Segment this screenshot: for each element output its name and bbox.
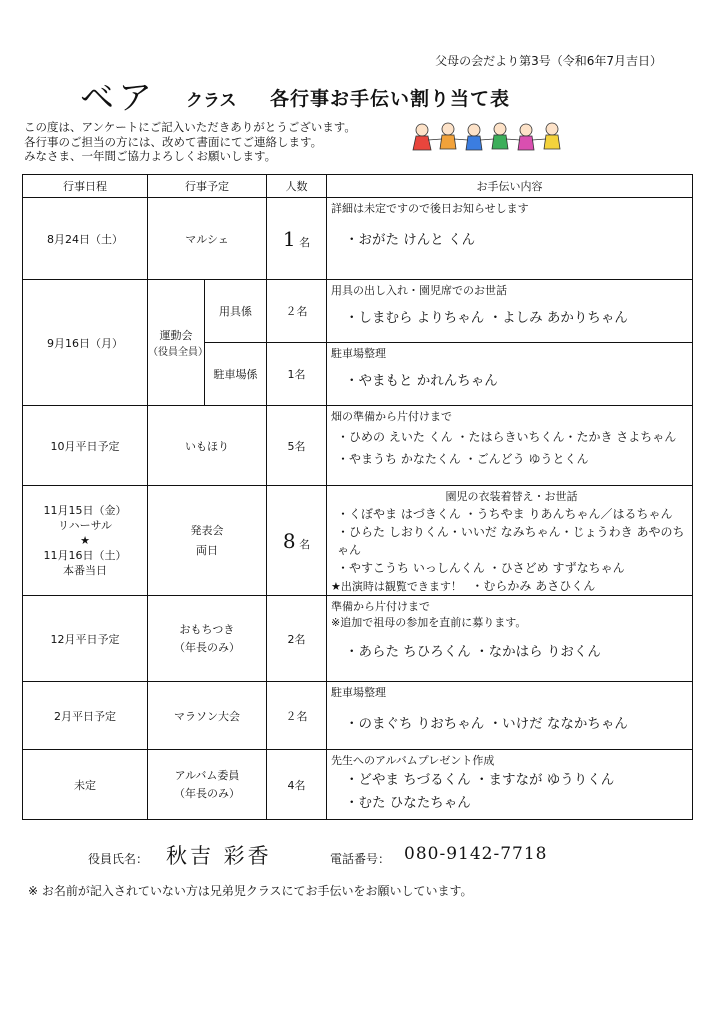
helper-count [267,198,327,280]
assigned-names: ・のまぐち りおちゃん ・いけだ ななかちゃん [345,716,628,732]
assigned-names: ・しまむら よりちゃん ・よしみ あかりちゃん [345,310,628,326]
page-title: 各行事お手伝い割り当て表 [270,88,511,110]
event-name [148,750,267,820]
assigned-names: ・くぼやま はづきくん ・うちやま りあんちゃん／はるちゃん [337,507,673,521]
helper-count: 4名 [267,750,327,820]
event-subtitle: 両日 [196,543,218,557]
helper-count [267,486,327,596]
event-date-line: 11月16日（土） [43,549,127,562]
event-date: 12月平日予定 [23,596,148,682]
role-name: 用具係 [205,280,267,343]
assigned-names: ・どやま ちづるくん ・ますなが ゆうりくん [345,772,615,788]
event-date-line: 本番当日 [63,564,107,577]
assigned-names: ・むた ひなたちゃん [345,795,471,811]
task-description-note: ※追加で祖母の参加を直前に募ります。 [331,616,527,629]
event-date: 未定 [23,750,148,820]
assigned-names: ・あらた ちひろくん ・なかはら りおくん [345,644,601,660]
intro-text [24,120,356,164]
event-date-line: リハーサル [57,519,113,532]
event-date-line: 11月15日（金） [43,504,127,517]
assigned-names: ・やまもと かれんちゃん [345,373,498,389]
role-name: 駐車場係 [205,343,267,406]
task-cell [327,486,693,596]
task-cell [327,406,693,486]
task-cell [327,750,693,820]
event-title: アルバム委員 [174,768,240,782]
task-description: 用具の出し入れ・園児席でのお世話 [331,284,507,297]
newsletter-issue: 父母の会だより第3号（令和6年7月吉日） [435,54,662,68]
helper-count-handwritten: 8 [282,528,296,553]
count-unit: 名 [299,235,311,249]
helper-count: 1名 [267,343,327,406]
task-cell [327,280,693,343]
children-illustration [404,118,584,158]
table-row [23,486,693,596]
assigned-names: ・やまうち かなたくん ・ごんどう ゆうとくん [337,452,589,466]
task-description: 詳細は未定ですので後日お知らせします [331,202,529,215]
event-date: 2月平日予定 [23,682,148,750]
assigned-names: ・ひらた しおりくん・いいだ なみちゃん・じょうわき あやのちゃん [337,525,685,557]
event-name: マラソン大会 [148,682,267,750]
table-row [23,280,693,343]
event-date: 10月平日予定 [23,406,148,486]
star-mark: ★ [80,534,90,547]
intro-line: みなさま、一年間ご協力よろしくお願いします。 [24,149,277,163]
task-cell [327,198,693,280]
task-description: 先生へのアルバムプレゼント作成 [331,754,495,767]
assigned-names: ・むらかみ あさひくん [471,579,596,593]
intro-line: 各行事のご担当の方には、改めて書面にてご連絡します。 [24,134,323,149]
task-cell [327,682,693,750]
event-name [148,280,208,406]
event-date [23,486,148,596]
event-title: おもちつき [179,622,235,636]
table-row [23,682,693,750]
table-row [23,198,693,280]
col-header-event: 行事予定 [148,175,267,198]
table-row [23,750,693,820]
helper-count: 2名 [267,596,327,682]
count-unit: 名 [299,537,311,551]
assigned-names: ・ひめの えいた くん ・たはらきいちくん・たかき さよちゃん [337,430,677,444]
table-row [23,406,693,486]
class-label: クラス [186,91,237,111]
event-date: 8月24日（土） [23,198,148,280]
event-date: 9月16日（月） [23,280,148,406]
table-row [23,596,693,682]
event-name [148,486,267,596]
task-description: 園児の衣装着替え・お世話 [445,490,578,503]
event-name: いもほり [148,406,267,486]
helper-count: ２名 [267,280,327,343]
class-name: ベア [80,78,156,118]
task-description: 畑の準備から片付けまで [331,410,452,423]
assignment-table [22,174,693,820]
task-cell [327,596,693,682]
officer-label: 役員氏名： [88,852,149,866]
phone-label: 電話番号： [330,852,391,866]
helper-count-handwritten: 1 [282,226,296,251]
table-header-row [23,175,693,198]
event-subtitle: （年長のみ） [174,786,240,800]
assigned-names: ・おがた けんと くん [345,232,476,248]
task-description: 駐車場整理 [331,686,386,699]
intro-line: この度は、アンケートにご記入いただきありがとうございます。 [24,120,356,134]
col-header-count: 人数 [267,175,327,198]
task-description: 準備から片付けまで [331,600,430,613]
event-subtitle: （役員全員） [148,347,208,358]
task-description: 駐車場整理 [331,347,386,360]
viewing-note: ★出演時は観覧できます！ [331,580,462,593]
event-name: マルシェ [148,198,267,280]
col-header-date: 行事日程 [23,175,148,198]
phone-number: 080-9142-7718 [404,844,548,864]
col-header-task: お手伝い内容 [327,175,693,198]
task-cell [327,343,693,406]
footnote: ※ お名前が記入されていない方は兄弟児クラスにてお手伝いをお願いしています。 [28,884,473,898]
event-title: 運動会 [159,329,193,342]
event-name [148,596,267,682]
helper-count: ２名 [267,682,327,750]
officer-name: 秋吉 彩香 [166,844,272,868]
assigned-names: ・やすこうち いっしんくん ・ひさどめ すずなちゃん [337,561,625,575]
event-subtitle: （年長のみ） [174,640,240,654]
event-title: 発表会 [190,523,224,537]
helper-count: 5名 [267,406,327,486]
